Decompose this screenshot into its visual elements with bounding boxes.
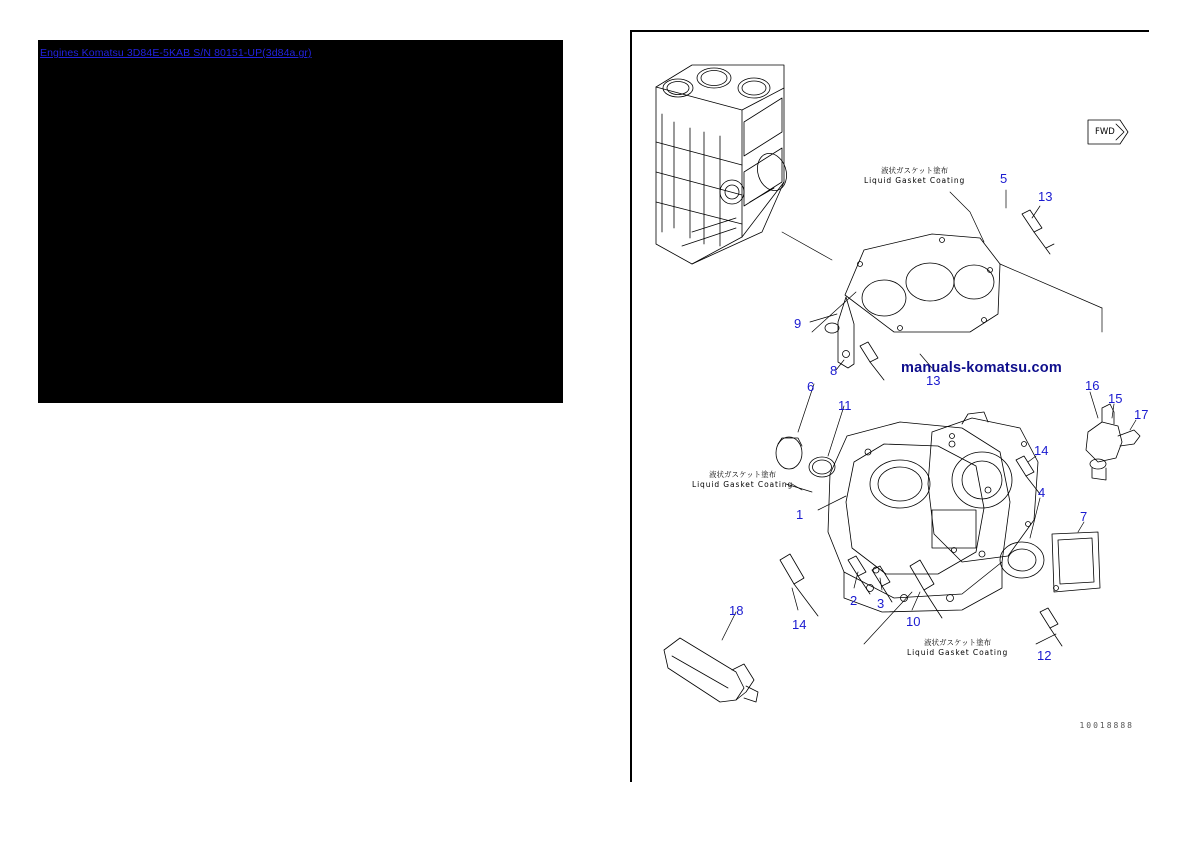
- cylinder-block-drawing: [656, 65, 791, 264]
- note-liquid-gasket-bottom: 液状ガスケット塗布 Liquid Gasket Coating: [907, 638, 1009, 658]
- fwd-label: FWD: [1095, 127, 1115, 137]
- small-assembly-drawing: [1086, 404, 1140, 480]
- callout-16[interactable]: 16: [1085, 378, 1100, 393]
- callout-3[interactable]: 3: [877, 596, 885, 611]
- callout-8[interactable]: 8: [830, 363, 838, 378]
- callout-17[interactable]: 17: [1134, 407, 1149, 422]
- parts-diagram-panel: [630, 30, 1149, 782]
- callout-4[interactable]: 4: [1038, 485, 1046, 500]
- callout-2[interactable]: 2: [850, 593, 858, 608]
- drawing-code: 10018888: [1079, 721, 1134, 730]
- gasket-plate-drawing: [825, 234, 1000, 368]
- cover-plate-drawing: [1052, 532, 1100, 592]
- callout-15[interactable]: 15: [1108, 391, 1123, 406]
- callout-9[interactable]: 9: [794, 316, 802, 331]
- callout-7[interactable]: 7: [1080, 509, 1088, 524]
- callout-5[interactable]: 5: [1000, 171, 1008, 186]
- document-title-link[interactable]: Engines Komatsu 3D84E-5KAB S/N 80151-UP(3d84a.gr): [40, 47, 312, 59]
- callout-12[interactable]: 12: [1037, 648, 1052, 663]
- note-liquid-gasket-middle: 液状ガスケット塗布 Liquid Gasket Coating: [692, 470, 794, 490]
- preview-thumbnail-panel: [38, 40, 563, 403]
- callout-10[interactable]: 10: [906, 614, 921, 629]
- parts-diagram-svg: [632, 32, 1149, 782]
- frame-notch: [1089, 32, 1149, 54]
- callout-13-mid[interactable]: 13: [926, 373, 941, 388]
- callout-6[interactable]: 6: [807, 379, 815, 394]
- callout-11[interactable]: 11: [838, 398, 852, 413]
- callout-18[interactable]: 18: [729, 603, 744, 618]
- note-liquid-gasket-top: 液状ガスケット塗布 Liquid Gasket Coating: [864, 166, 966, 186]
- rear-housing-drawing: [928, 412, 1044, 578]
- watermark-text: manuals-komatsu.com: [901, 360, 1062, 376]
- callout-1[interactable]: 1: [796, 507, 804, 522]
- callout-14-right[interactable]: 14: [1034, 443, 1049, 458]
- callout-14-left[interactable]: 14: [792, 617, 807, 632]
- callout-13-top[interactable]: 13: [1038, 189, 1053, 204]
- sealant-tube-drawing: [664, 638, 758, 702]
